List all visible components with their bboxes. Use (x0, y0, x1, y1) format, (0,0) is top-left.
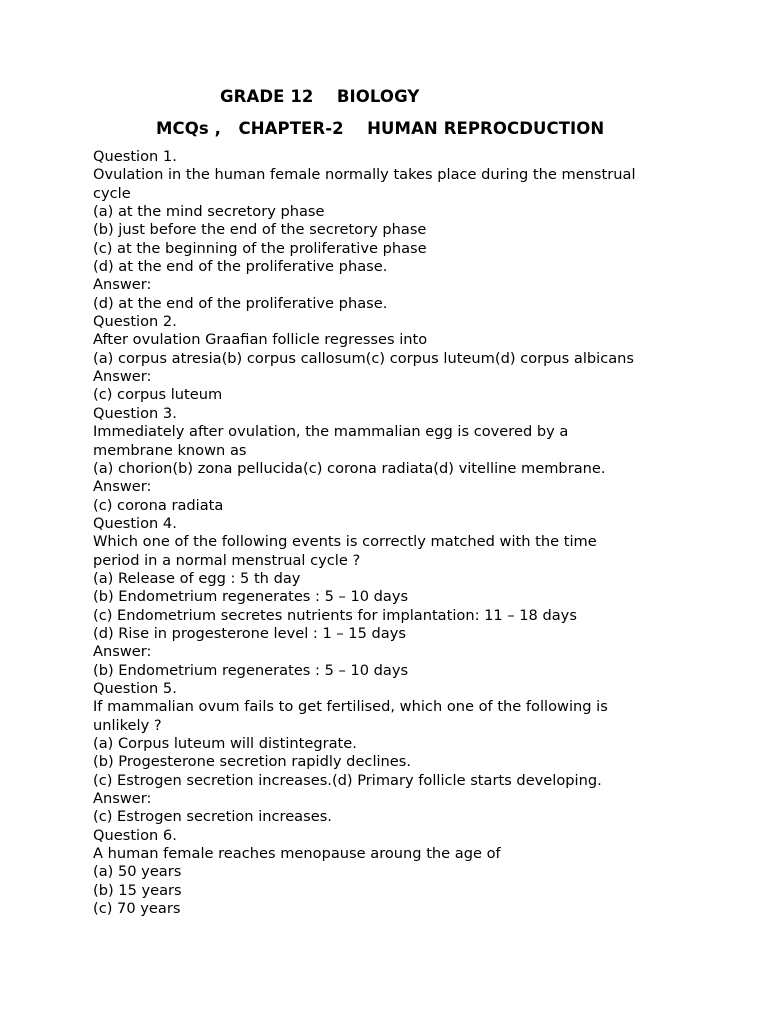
question-text: After ovulation Graafian follicle regresses into (93, 331, 428, 349)
answer-option: (b) 15 years (93, 881, 182, 899)
question-text: unlikely ? (93, 716, 162, 734)
answer-option: (a) at the mind secretory phase (93, 203, 325, 221)
question-heading: Question 2. (93, 313, 177, 331)
question-text: Immediately after ovulation, the mammalian egg is covered by a (93, 423, 569, 441)
answer-option: (c) at the beginning of the proliferative phase (93, 239, 427, 257)
answer-label: Answer: (93, 478, 152, 496)
question-heading: Question 6. (93, 826, 177, 844)
question-heading: Question 1. (93, 148, 177, 165)
answer-option: (b) Endometrium regenerates : 5 – 10 days (93, 661, 409, 679)
answer-option: (a) 50 years (93, 863, 182, 881)
answer-option: (b) just before the end of the secretory phase (93, 221, 427, 239)
page-subtitle: MCQs , CHAPTER-2 HUMAN REPROCDUCTION (156, 119, 605, 138)
answer-option: (c) Estrogen secretion increases. (93, 808, 332, 826)
answer-option: (a) Corpus luteum will distintegrate. (93, 735, 357, 752)
answer-option: (c) corpus luteum (93, 386, 223, 404)
answer-option: (d) at the end of the proliferative phase. (93, 294, 388, 312)
answer-label: Answer: (93, 276, 152, 294)
answer-option: (a) chorion(b) zona pellucida(c) corona radiata(d) vitelline membrane. (93, 459, 606, 477)
answer-label: Answer: (93, 368, 152, 386)
page-title: GRADE 12 BIOLOGY (220, 87, 420, 106)
question-text: A human female reaches menopause aroung the age of (93, 845, 501, 863)
question-heading: Question 5. (93, 679, 177, 697)
answer-option: (d) at the end of the proliferative phase. (93, 258, 388, 276)
answer-option: (c) Endometrium secretes nutrients for implantation: 11 – 18 days (93, 606, 577, 624)
question-text: period in a normal menstrual cycle ? (93, 551, 361, 569)
answer-option: (c) 70 years (93, 900, 181, 918)
answer-option: (c) corona radiata (93, 496, 224, 514)
answer-option: (b) Endometrium regenerates : 5 – 10 days (93, 588, 409, 606)
question-text: Which one of the following events is correctly matched with the time (93, 533, 597, 551)
question-text: membrane known as (93, 441, 247, 459)
answer-label: Answer: (93, 790, 152, 808)
question-text: If mammalian ovum fails to get fertilised, which one of the following is (93, 698, 608, 716)
question-list (93, 148, 713, 918)
question-heading: Question 3. (93, 404, 177, 422)
answer-option: (b) Progesterone secretion rapidly declines. (93, 753, 412, 771)
question-text: Ovulation in the human female normally takes place during the menstrual (93, 166, 636, 184)
answer-option: (a) corpus atresia(b) corpus callosum(c) corpus luteum(d) corpus albicans (93, 349, 635, 367)
answer-option: (a) Release of egg : 5 th day (93, 569, 301, 587)
answer-option: (c) Estrogen secretion increases.(d) Primary follicle starts developing. (93, 771, 602, 789)
answer-option: (d) Rise in progesterone level : 1 – 15 days (93, 624, 406, 642)
question-text: cycle (93, 184, 131, 202)
answer-label: Answer: (93, 643, 152, 661)
question-heading: Question 4. (93, 514, 177, 532)
